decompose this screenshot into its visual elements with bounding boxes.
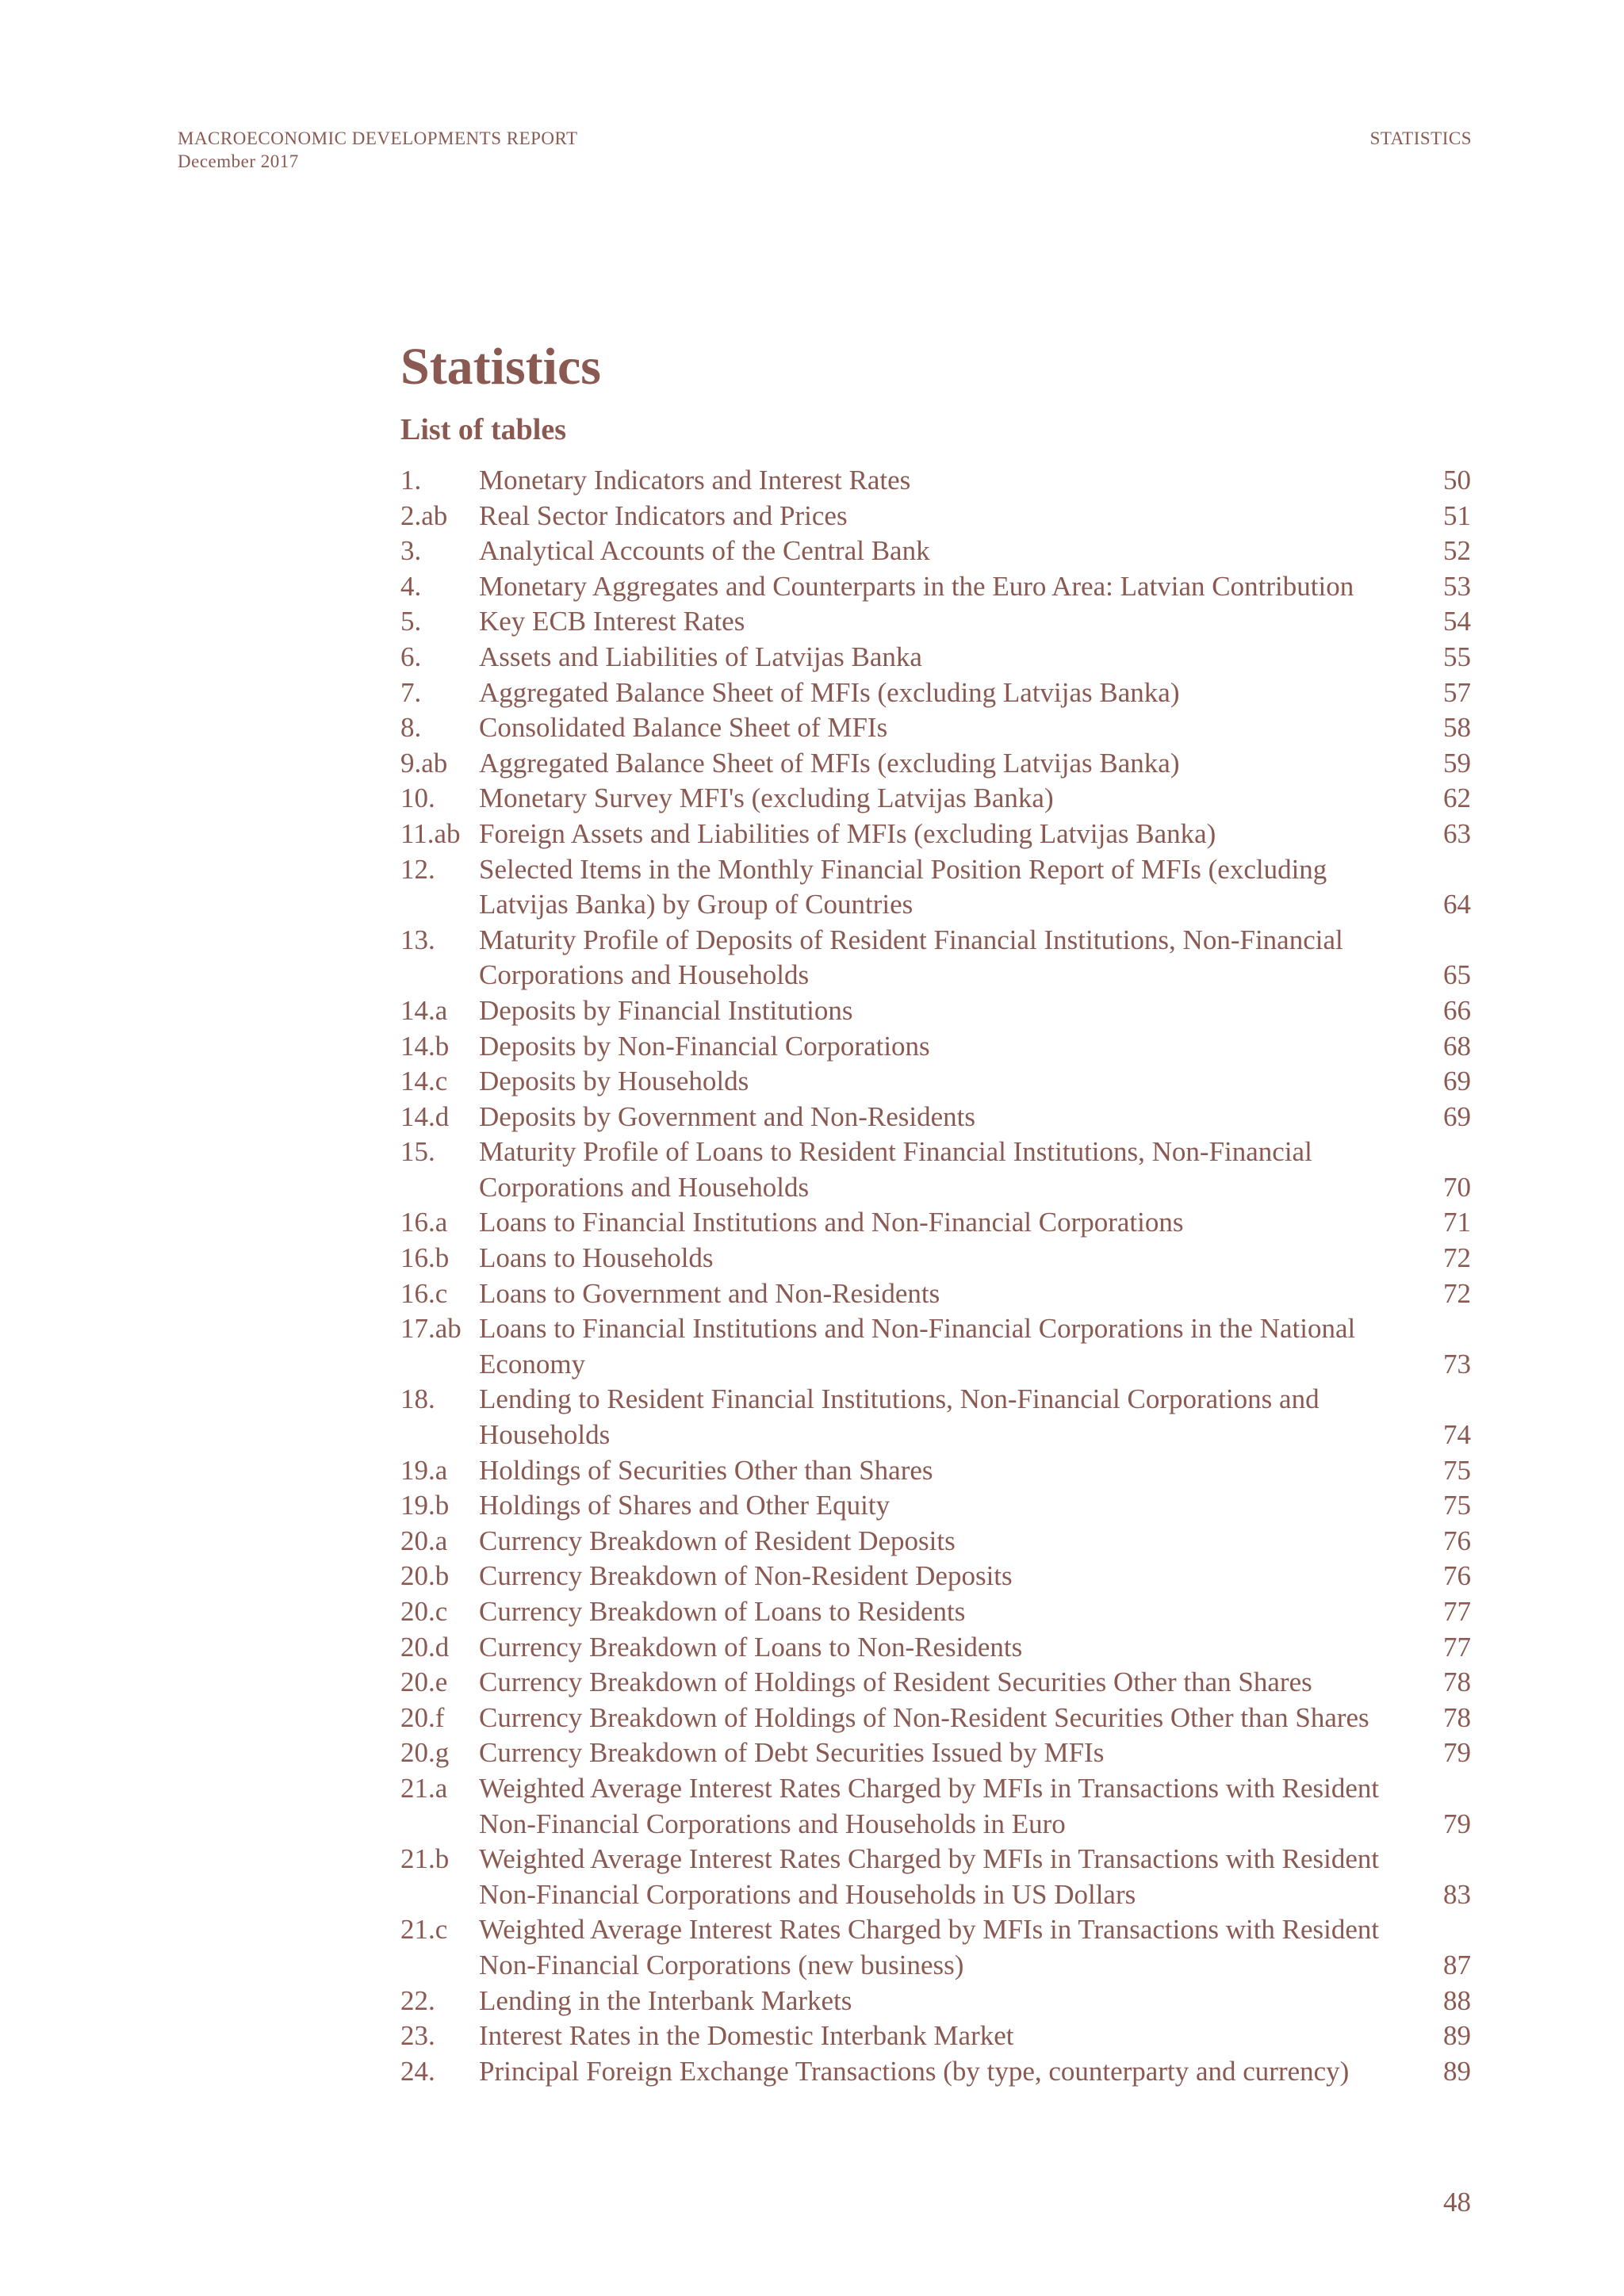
toc-entry <box>400 781 1471 817</box>
toc-entry-page: 66 <box>1443 994 1471 1026</box>
toc-entry-number: 1. <box>400 465 422 496</box>
toc-entry-title: Real Sector Indicators and Prices <box>479 499 848 531</box>
toc-entry <box>400 923 1471 993</box>
toc-entry-number: 21.b <box>400 1843 450 1875</box>
toc-entry-number: 16.a <box>400 1207 448 1238</box>
toc-entry-title: Aggregated Balance Sheet of MFIs (excluding Latvijas Banka) <box>479 747 1180 779</box>
toc-entry-title: Monetary Survey MFI's (excluding Latvijas Banka) <box>479 783 1054 814</box>
toc-entry-title: Loans to Government and Non-Residents <box>479 1277 940 1309</box>
toc-entry-number: 14.c <box>400 1066 448 1097</box>
toc-entry-number: 20.g <box>400 1737 450 1769</box>
toc-entry <box>400 710 1471 746</box>
toc-entry-title: Foreign Assets and Liabilities of MFIs (excluding Latvijas Banka) <box>479 817 1216 849</box>
toc-entry-title: Deposits by Financial Institutions <box>479 994 853 1026</box>
toc-entry-page: 83 <box>1443 1878 1471 1910</box>
toc-entry-title: Interest Rates in the Domestic Interbank Market <box>479 2020 1014 2052</box>
toc-entry <box>400 852 1471 923</box>
toc-entry-page: 58 <box>1443 712 1471 744</box>
toc-entry-page: 79 <box>1443 1808 1471 1839</box>
toc-entry-number: 20.a <box>400 1525 448 1556</box>
toc-entry-title: Currency Breakdown of Loans to Residents <box>479 1596 966 1627</box>
toc-entry <box>400 1453 1471 1489</box>
toc-entry-number: 20.f <box>400 1701 445 1733</box>
toc-entry-page: 51 <box>1443 499 1471 531</box>
toc-entry-number: 12. <box>400 853 435 885</box>
toc-entry <box>400 1064 1471 1100</box>
toc-entry-page: 57 <box>1443 676 1471 708</box>
toc-entry <box>400 1735 1471 1771</box>
table-of-contents <box>400 463 1471 2089</box>
toc-entry <box>400 1630 1471 1666</box>
toc-entry-page: 72 <box>1443 1242 1471 1274</box>
toc-entry-number: 11.ab <box>400 817 461 849</box>
toc-entry-number: 19.a <box>400 1454 448 1486</box>
toc-entry-title: Loans to Financial Institutions and Non-Financial Corporations in the National Economy <box>479 1313 1356 1380</box>
toc-entry-title: Loans to Financial Institutions and Non-Financial Corporations <box>479 1207 1184 1238</box>
toc-entry-title: Aggregated Balance Sheet of MFIs (excluding Latvijas Banka) <box>479 676 1180 708</box>
toc-entry <box>400 746 1471 782</box>
toc-entry <box>400 1311 1471 1382</box>
toc-entry-title: Currency Breakdown of Holdings of Non-Resident Securities Other than Shares <box>479 1701 1369 1733</box>
toc-entry-number: 18. <box>400 1383 435 1415</box>
toc-entry-number: 17.ab <box>400 1313 462 1345</box>
toc-entry <box>400 1559 1471 1594</box>
toc-entry-page: 72 <box>1443 1277 1471 1309</box>
toc-entry-page: 76 <box>1443 1525 1471 1556</box>
toc-entry-number: 22. <box>400 1984 435 2016</box>
toc-entry <box>400 1029 1471 1065</box>
toc-entry-page: 69 <box>1443 1066 1471 1097</box>
toc-entry <box>400 463 1471 499</box>
toc-entry-title: Currency Breakdown of Holdings of Resident Securities Other than Shares <box>479 1667 1312 1698</box>
toc-entry-page: 65 <box>1443 959 1471 991</box>
toc-entry-title: Deposits by Non-Financial Corporations <box>479 1030 930 1062</box>
toc-entry-number: 10. <box>400 783 435 814</box>
toc-entry-number: 16.b <box>400 1242 450 1274</box>
page-title: Statistics <box>400 338 601 396</box>
toc-entry-number: 20.b <box>400 1560 450 1592</box>
toc-entry <box>400 1100 1471 1135</box>
toc-entry-page: 89 <box>1443 2020 1471 2052</box>
toc-entry <box>400 1382 1471 1452</box>
toc-entry-number: 7. <box>400 676 422 708</box>
toc-entry <box>400 569 1471 605</box>
toc-entry-title: Holdings of Securities Other than Shares <box>479 1454 933 1486</box>
toc-entry-number: 20.e <box>400 1667 448 1698</box>
toc-entry-page: 70 <box>1443 1171 1471 1203</box>
toc-entry-title: Currency Breakdown of Resident Deposits <box>479 1525 956 1556</box>
toc-entry-page: 64 <box>1443 889 1471 920</box>
toc-entry-page: 77 <box>1443 1631 1471 1663</box>
toc-entry <box>400 534 1471 569</box>
toc-entry-title: Principal Foreign Exchange Transactions (by type, counterparty and currency) <box>479 2055 1350 2087</box>
toc-entry-number: 20.d <box>400 1631 450 1663</box>
toc-entry <box>400 1771 1471 1842</box>
toc-entry-page: 73 <box>1443 1348 1471 1380</box>
toc-entry-number: 9.ab <box>400 747 448 779</box>
toc-entry-title: Maturity Profile of Loans to Resident Financial Institutions, Non-Financial Corporations and Households <box>479 1136 1312 1203</box>
toc-entry-title: Consolidated Balance Sheet of MFIs <box>479 712 888 744</box>
toc-entry-number: 14.d <box>400 1100 450 1132</box>
toc-entry-number: 20.c <box>400 1596 448 1627</box>
toc-entry-page: 77 <box>1443 1596 1471 1627</box>
toc-entry-page: 52 <box>1443 535 1471 567</box>
list-subtitle: List of tables <box>400 413 566 446</box>
report-date: December 2017 <box>178 151 299 171</box>
toc-entry-title: Deposits by Households <box>479 1066 749 1097</box>
toc-entry-title: Selected Items in the Monthly Financial Position Report of MFIs (excluding Latvijas Banka) by Group of Countries <box>479 853 1327 920</box>
toc-entry-number: 19.b <box>400 1490 450 1521</box>
toc-entry-page: 75 <box>1443 1490 1471 1521</box>
toc-entry-page: 74 <box>1443 1419 1471 1451</box>
toc-entry <box>400 1488 1471 1524</box>
toc-entry <box>400 993 1471 1029</box>
toc-entry <box>400 1205 1471 1241</box>
toc-entry <box>400 1984 1471 2019</box>
toc-entry <box>400 1594 1471 1630</box>
toc-entry <box>400 675 1471 711</box>
toc-entry-title: Maturity Profile of Deposits of Resident Financial Institutions, Non-Financial Corporations and Households <box>479 924 1343 991</box>
toc-entry-page: 68 <box>1443 1030 1471 1062</box>
toc-entry-number: 8. <box>400 712 422 744</box>
toc-entry-title: Weighted Average Interest Rates Charged by MFIs in Transactions with Resident Non-Financial Corporations and Households in Euro <box>479 1772 1380 1839</box>
toc-entry-number: 2.ab <box>400 499 448 531</box>
toc-entry <box>400 640 1471 675</box>
toc-entry-page: 88 <box>1443 1984 1471 2016</box>
toc-entry-number: 5. <box>400 606 422 637</box>
toc-entry <box>400 1842 1471 1912</box>
section-header: STATISTICS <box>1369 128 1472 148</box>
toc-entry-page: 59 <box>1443 747 1471 779</box>
toc-entry <box>400 1524 1471 1559</box>
toc-entry-number: 3. <box>400 535 422 567</box>
toc-entry-title: Monetary Indicators and Interest Rates <box>479 465 911 496</box>
toc-entry-title: Currency Breakdown of Loans to Non-Residents <box>479 1631 1023 1663</box>
toc-entry-page: 62 <box>1443 783 1471 814</box>
toc-entry-page: 53 <box>1443 570 1471 602</box>
page-number: 48 <box>1443 2187 1471 2218</box>
toc-entry-title: Monetary Aggregates and Counterparts in the Euro Area: Latvian Contribution <box>479 570 1354 602</box>
toc-entry <box>400 1665 1471 1701</box>
toc-entry-title: Loans to Households <box>479 1242 714 1274</box>
toc-entry <box>400 499 1471 534</box>
toc-entry-page: 78 <box>1443 1701 1471 1733</box>
toc-entry-title: Key ECB Interest Rates <box>479 606 745 637</box>
toc-entry-page: 55 <box>1443 641 1471 672</box>
toc-entry <box>400 1135 1471 1205</box>
toc-entry <box>400 817 1471 852</box>
toc-entry-number: 6. <box>400 641 422 672</box>
toc-entry-page: 50 <box>1443 465 1471 496</box>
toc-entry-title: Weighted Average Interest Rates Charged by MFIs in Transactions with Resident Non-Financial Corporations and Households in US Dollars <box>479 1843 1380 1910</box>
toc-entry-title: Lending in the Interbank Markets <box>479 1984 852 2016</box>
toc-entry-page: 75 <box>1443 1454 1471 1486</box>
toc-entry-page: 71 <box>1443 1207 1471 1238</box>
toc-entry-number: 14.a <box>400 994 448 1026</box>
toc-entry-title: Currency Breakdown of Debt Securities Issued by MFIs <box>479 1737 1105 1769</box>
toc-entry-page: 89 <box>1443 2055 1471 2087</box>
toc-entry-number: 21.c <box>400 1914 448 1946</box>
toc-entry-number: 21.a <box>400 1772 448 1804</box>
toc-entry <box>400 1276 1471 1312</box>
toc-entry-number: 4. <box>400 570 422 602</box>
toc-entry <box>400 1701 1471 1736</box>
toc-entry-number: 14.b <box>400 1030 450 1062</box>
toc-entry <box>400 604 1471 640</box>
toc-entry-number: 15. <box>400 1136 435 1168</box>
toc-entry-number: 16.c <box>400 1277 448 1309</box>
report-title: MACROECONOMIC DEVELOPMENTS REPORT <box>178 128 578 148</box>
toc-entry <box>400 1912 1471 1983</box>
main-content <box>400 331 1471 2089</box>
toc-entry-number: 24. <box>400 2055 435 2087</box>
toc-entry-title: Currency Breakdown of Non-Resident Deposits <box>479 1560 1013 1592</box>
toc-entry-title: Assets and Liabilities of Latvijas Banka <box>479 641 922 672</box>
toc-entry-page: 76 <box>1443 1560 1471 1592</box>
toc-entry-page: 69 <box>1443 1100 1471 1132</box>
toc-entry-number: 13. <box>400 924 435 955</box>
toc-entry-title: Weighted Average Interest Rates Charged by MFIs in Transactions with Resident Non-Financial Corporations (new business) <box>479 1914 1380 1980</box>
toc-entry <box>400 2019 1471 2054</box>
toc-entry-number: 23. <box>400 2020 435 2052</box>
toc-entry-title: Holdings of Shares and Other Equity <box>479 1490 891 1521</box>
toc-entry-page: 78 <box>1443 1667 1471 1698</box>
running-header <box>178 127 578 173</box>
toc-entry-page: 79 <box>1443 1737 1471 1769</box>
toc-entry-title: Analytical Accounts of the Central Bank <box>479 535 930 567</box>
toc-entry-page: 87 <box>1443 1949 1471 1980</box>
toc-entry-title: Deposits by Government and Non-Residents <box>479 1100 976 1132</box>
toc-entry-title: Lending to Resident Financial Institutions, Non-Financial Corporations and Households <box>479 1383 1320 1451</box>
toc-entry-page: 63 <box>1443 817 1471 849</box>
toc-entry <box>400 1241 1471 1276</box>
toc-entry <box>400 2054 1471 2090</box>
toc-entry-page: 54 <box>1443 606 1471 637</box>
